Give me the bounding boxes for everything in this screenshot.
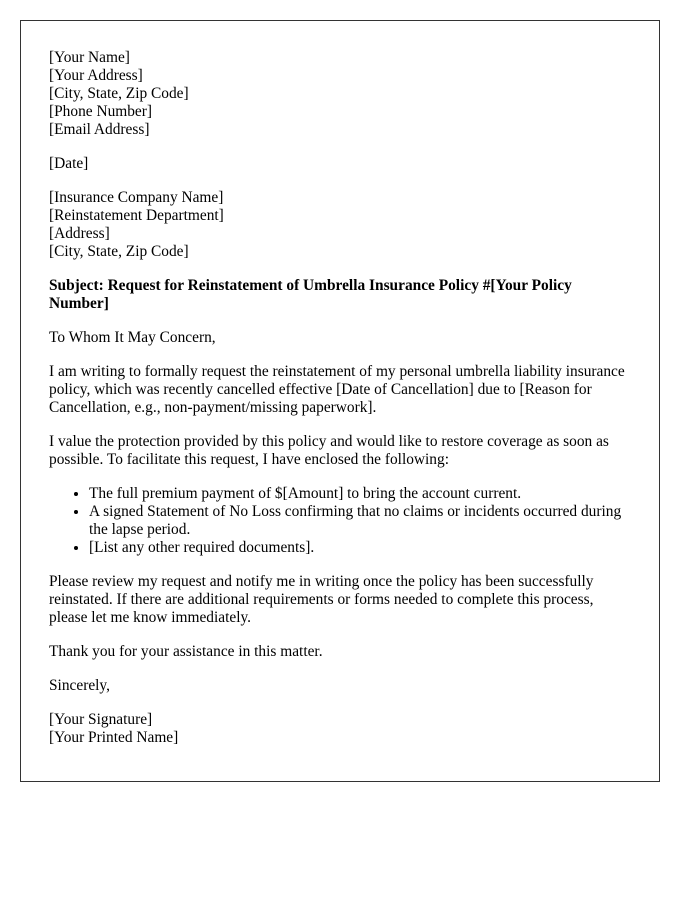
letter-date: [Date] xyxy=(49,155,89,172)
recipient-department: [Reinstatement Department] xyxy=(49,207,224,224)
sender-city-state-zip: [City, State, Zip Code] xyxy=(49,85,189,102)
date-block xyxy=(49,155,631,173)
printed-name: [Your Printed Name] xyxy=(49,729,179,746)
enclosure-item: • The full premium payment of $[Amount] to bring the account current. xyxy=(89,485,631,503)
body-paragraph-1: I am writing to formally request the reinstatement of my personal umbrella liability insurance policy, which was recently cancelled effective [Date of Cancellation] due to [Reason for Cancellation, e.g., non-payment/missing paperwork]. xyxy=(49,363,625,416)
salutation: To Whom It May Concern, xyxy=(49,329,216,346)
sender-address: [Your Address] xyxy=(49,67,143,84)
sender-name: [Your Name] xyxy=(49,49,130,66)
signature-block xyxy=(49,711,631,747)
body-paragraph-4: Thank you for your assistance in this matter. xyxy=(49,643,323,660)
sender-block xyxy=(49,49,631,139)
enclosure-item: • [List any other required documents]. xyxy=(89,539,631,557)
enclosure-item: • A signed Statement of No Loss confirming that no claims or incidents occurred during the lapse period. xyxy=(89,503,631,539)
body-paragraph-2: I value the protection provided by this policy and would like to restore coverage as soon as possible. To facilitate this request, I have enclosed the following: xyxy=(49,433,609,468)
body-paragraph-3: Please review my request and notify me in writing once the policy has been successfully reinstated. If there are additional requirements or forms needed to complete this process, please let me know immediately. xyxy=(49,573,594,626)
letter-document xyxy=(20,20,660,782)
recipient-block xyxy=(49,189,631,261)
signature-placeholder: [Your Signature] xyxy=(49,711,153,728)
enclosures-list xyxy=(49,485,631,557)
recipient-address: [Address] xyxy=(49,225,110,242)
sender-phone: [Phone Number] xyxy=(49,103,153,120)
closing: Sincerely, xyxy=(49,677,110,694)
sender-email: [Email Address] xyxy=(49,121,150,138)
subject-line: Subject: Request for Reinstatement of Umbrella Insurance Policy #[Your Policy Number] xyxy=(49,277,572,312)
recipient-city-state-zip: [City, State, Zip Code] xyxy=(49,243,189,260)
recipient-company: [Insurance Company Name] xyxy=(49,189,224,206)
